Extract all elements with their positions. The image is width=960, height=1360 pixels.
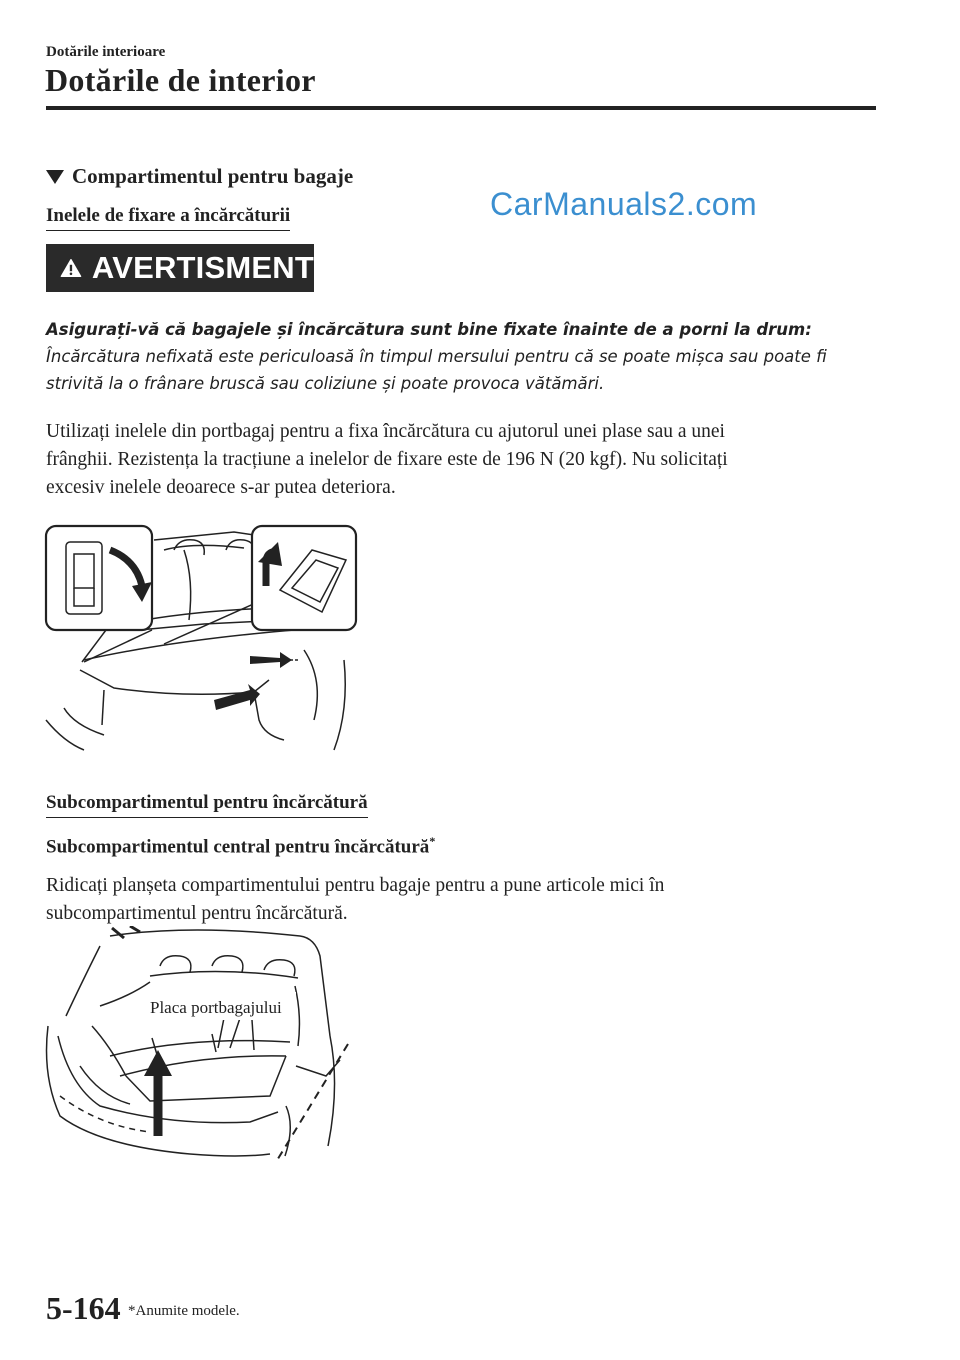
triangle-bullet-icon <box>46 170 64 184</box>
warning-line: Încărcătura nefixată este periculoasă în timpul mersului pentru că se poate mișca sau poate fi <box>46 347 827 366</box>
warning-label: AVERTISMENT <box>91 250 314 285</box>
paragraph-line: Utilizați inelele din portbagaj pentru a fixa încărcătura cu ajutorul unei plase sau a unei <box>46 421 725 442</box>
watermark: CarManuals2.com <box>490 186 758 222</box>
cargo-hooks-illustration <box>44 520 364 752</box>
hooks-heading: Inelele de fixare a încărcăturii <box>46 205 290 231</box>
paragraph-line: frânghii. Rezistența la tracțiune a inelelor de fixare este de 196 N (20 kgf). Nu solicitați <box>46 449 728 470</box>
paragraph-line: excesiv inelele deoarece s-ar putea deteriora. <box>46 477 396 498</box>
page-number: 5-164 <box>46 1290 121 1326</box>
subcompartment-heading: Subcompartimentul pentru încărcătură <box>46 792 368 818</box>
warning-line: strivită la o frânare bruscă sau coliziune și poate provoca vătămări. <box>46 374 605 393</box>
warning-triangle-icon <box>60 253 82 283</box>
asterisk-mark: * <box>429 834 436 848</box>
warning-bold-text: Asigurați-vă că bagajele și încărcătura sunt bine fixate înainte de a porni la drum: <box>46 320 812 339</box>
figure-label: Placa portbagajului <box>150 998 282 1017</box>
subcompartment-paragraph <box>46 872 806 928</box>
trunk-board-illustration <box>40 926 360 1162</box>
paragraph-line: Ridicați planșeta compartimentului pentru bagaje pentru a pune articole mici în <box>46 875 665 896</box>
header-divider <box>46 106 876 110</box>
subheading-text: Subcompartimentul central pentru încărcătură <box>46 836 430 858</box>
page-title: Dotările de interior <box>45 62 316 98</box>
warning-banner <box>46 244 314 292</box>
section-heading-text: Compartimentul pentru bagaje <box>72 164 354 188</box>
hooks-paragraph <box>46 418 846 502</box>
paragraph-line: subcompartimentul pentru încărcătură. <box>46 903 348 924</box>
warning-body <box>46 343 886 397</box>
header-section: Dotările interioare <box>46 44 166 60</box>
footnote: *Anumite modele. <box>128 1303 240 1319</box>
subcompartment-subheading <box>46 834 435 858</box>
section-heading <box>46 164 353 189</box>
